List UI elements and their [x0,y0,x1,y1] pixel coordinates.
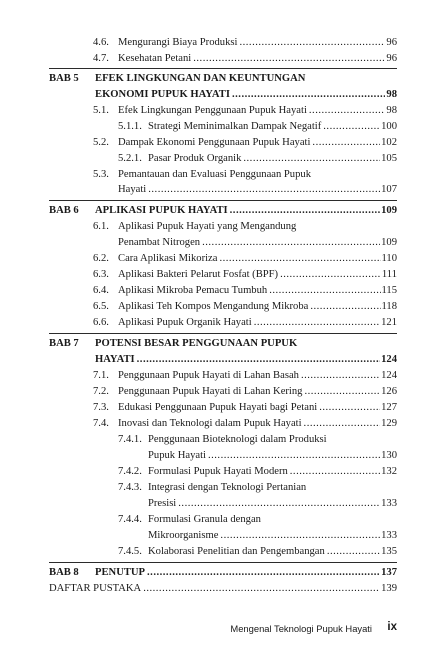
page-number: 126 [381,386,397,397]
dot-leader [254,314,380,332]
chapter-title: POTENSI BESAR PENGGUNAAN PUPUK [95,338,298,349]
entry-title: Aplikasi Pupuk Hayati yang Mengandung [118,221,297,232]
page-number: 107 [381,184,397,195]
toc-entry [0,543,437,561]
page-number: 137 [381,567,397,578]
dot-leader [148,181,380,199]
page-number: 100 [381,121,397,132]
page-number: 111 [381,269,397,280]
section-number: 5.1. [93,105,109,116]
toc-entry [0,314,437,332]
toc-entry-bibliography [0,580,437,598]
section-number: 5.3. [93,169,109,180]
page-number: 130 [381,450,397,461]
entry-title: Penggunaan Pupuk Hayati di Lahan Basah [118,370,299,381]
section-number: 5.2. [93,137,109,148]
page-number: 129 [381,418,397,429]
chapter-title: EFEK LINGKUNGAN DAN KEUNTUNGAN [95,73,306,84]
entry-title: Cara Aplikasi Mikoriza [118,253,218,264]
section-divider [49,333,397,334]
entry-title: Penggunaan Bioteknologi dalam Produksi [148,434,327,445]
chapter-title: APLIKASI PUPUK HAYATI [95,205,228,216]
section-number: 7.4.3. [118,482,142,493]
page-number: 98 [386,105,397,116]
section-divider [49,68,397,69]
entry-title: Formulasi Granula dengan [148,514,261,525]
section-number: 7.4.4. [118,514,142,525]
entry-title: Aplikasi Teh Kompos Mengandung Mikroba [118,301,309,312]
entry-title: Edukasi Penggunaan Pupuk Hayati bagi Petani [118,402,318,413]
entry-title: Pupuk Hayati [148,450,206,461]
section-number: 7.4. [93,418,109,429]
section-number: 7.4.5. [118,546,142,557]
page-number: 124 [381,354,397,365]
entry-title: Pemantauan dan Evaluasi Penggunaan Pupuk [118,169,311,180]
section-number: 6.2. [93,253,109,264]
page-number: 133 [381,498,397,509]
entry-title: Penggunaan Pupuk Hayati di Lahan Kering [118,386,303,397]
entry-title: Kolaborasi Penelitian dan Pengembangan [148,546,325,557]
page-number: 102 [381,137,397,148]
section-number: 5.2.1. [118,153,142,164]
page-number: 96 [386,53,397,64]
dot-leader [327,543,380,561]
chapter-label: BAB 8 [49,567,79,578]
entry-title: Strategi Meminimalkan Dampak Negatif [148,121,322,132]
page-number: 96 [386,37,397,48]
book-title: Mengenal Teknologi Pupuk Hayati [230,623,372,634]
section-number: 6.1. [93,221,109,232]
entry-title: DAFTAR PUSTAKA [49,583,142,594]
chapter-label: BAB 5 [49,73,79,84]
section-divider [49,200,397,201]
section-number: 7.4.2. [118,466,142,477]
entry-title: Aplikasi Mikroba Pemacu Tumbuh [118,285,268,296]
page-number: 135 [381,546,397,557]
page-number: 139 [381,583,397,594]
section-number: 6.5. [93,301,109,312]
entry-title: Pasar Produk Organik [148,153,242,164]
page-number: 105 [381,153,397,164]
page-number: 109 [381,205,397,216]
page-number: 132 [381,466,397,477]
section-number: 6.6. [93,317,109,328]
section-number: 7.3. [93,402,109,413]
page-number-roman: ix [387,621,397,633]
page-number: 127 [381,402,397,413]
page-footer [0,619,437,639]
chapter-title: HAYATI [95,354,135,365]
section-number: 4.6. [93,37,109,48]
page-number: 133 [381,530,397,541]
chapter-label: BAB 7 [49,338,79,349]
section-number: 6.3. [93,269,109,280]
page-number: 110 [381,253,397,264]
section-number: 7.1. [93,370,109,381]
entry-title: Dampak Ekonomi Penggunaan Pupuk Hayati [118,137,311,148]
entry-title: Inovasi dan Teknologi dalam Pupuk Hayati [118,418,302,429]
dot-leader [143,580,380,598]
page-number: 109 [381,237,397,248]
page-number: 124 [381,370,397,381]
entry-title: Mengurangi Biaya Produksi [118,37,238,48]
entry-title: Aplikasi Pupuk Organik Hayati [118,317,252,328]
entry-title: Mikroorganisme [148,530,219,541]
toc-entry-continued [0,181,437,199]
section-number: 5.1.1. [118,121,142,132]
chapter-title: PENUTUP [95,567,146,578]
entry-title: Integrasi dengan Teknologi Pertanian [148,482,307,493]
section-divider [49,562,397,563]
entry-title: Aplikasi Bakteri Pelarut Fosfat (BPF) [118,269,279,280]
entry-title: Presisi [148,498,177,509]
page-number: 118 [381,301,397,312]
section-number: 4.7. [93,53,109,64]
section-number: 7.4.1. [118,434,142,445]
section-number: 7.2. [93,386,109,397]
entry-title: Formulasi Pupuk Hayati Modern [148,466,288,477]
section-number: 6.4. [93,285,109,296]
entry-title: Penambat Nitrogen [118,237,201,248]
chapter-title: EKONOMI PUPUK HAYATI [95,89,230,100]
chapter-label: BAB 6 [49,205,79,216]
page-number: 98 [386,89,397,100]
page-number: 121 [381,317,397,328]
entry-title: Efek Lingkungan Penggunaan Pupuk Hayati [118,105,307,116]
entry-title: Kesehatan Petani [118,53,192,64]
entry-title: Hayati [118,184,147,195]
dot-leader [193,50,385,68]
page-number: 115 [381,285,397,296]
toc-entry [0,50,437,68]
